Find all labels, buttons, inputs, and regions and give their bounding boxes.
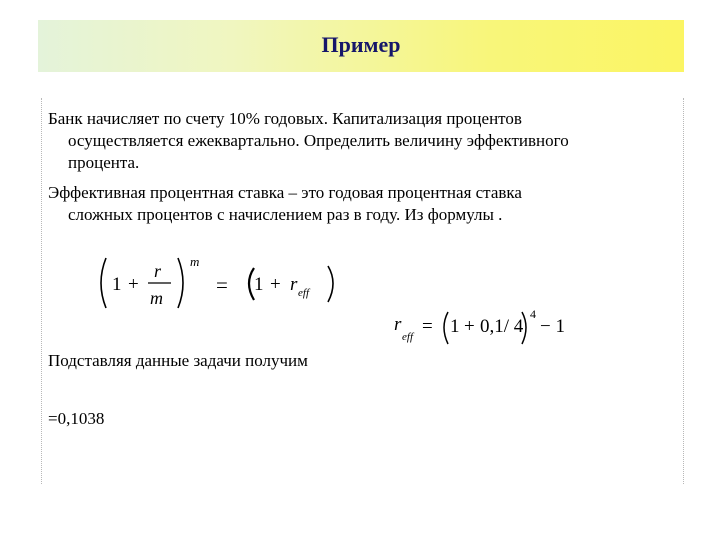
reff-equation — [392, 304, 582, 348]
problem-line-3: процента. — [68, 153, 140, 172]
right-paren — [178, 258, 183, 308]
close-paren-2 — [328, 266, 333, 302]
equals-sign: = — [216, 273, 228, 297]
reff-r: r — [394, 314, 402, 335]
plus-left: + — [128, 274, 139, 295]
reff-equals: = — [422, 316, 433, 337]
definition-paragraph — [48, 182, 678, 226]
one-right: 1 — [254, 274, 264, 295]
plus-right: + — [270, 274, 281, 295]
effective-rate-equation — [92, 252, 352, 314]
result-value: =0,1038 — [48, 409, 105, 428]
problem-statement — [48, 108, 678, 174]
reff-plus: + — [464, 316, 475, 337]
slide-title: Пример — [321, 32, 401, 57]
r-subscript: eff — [298, 287, 309, 299]
reff-ratio: 0,1/ 4 — [480, 316, 524, 337]
problem-line-1: Банк начисляет по счету 10% годовых. Капитализация процентов — [48, 109, 522, 128]
reff-one: 1 — [450, 316, 460, 337]
fraction-denominator: m — [150, 288, 163, 308]
exponent-m: m — [190, 254, 200, 269]
right-dotted-border — [683, 98, 684, 484]
reff-exponent: 4 — [530, 307, 536, 321]
reff-subscript: eff — [402, 331, 413, 343]
substitution-text: Подставляя данные задачи получим — [48, 351, 308, 370]
fraction-numerator: r — [154, 261, 162, 281]
title-bar — [38, 20, 684, 72]
r-symbol: r — [290, 274, 298, 295]
reff-minus-one: − 1 — [540, 316, 565, 337]
definition-line-1: Эффективная процентная ставка – это годовая процентная ставка — [48, 183, 522, 202]
left-paren — [101, 258, 106, 308]
definition-line-2: сложных процентов с начислением раз в году. Из формулы . — [68, 205, 503, 224]
one-left: 1 — [112, 274, 122, 295]
problem-line-2: осуществляется ежеквартально. Определить величину эффективного — [68, 131, 569, 150]
left-dotted-border — [41, 98, 42, 484]
reff-open-paren — [444, 312, 448, 344]
